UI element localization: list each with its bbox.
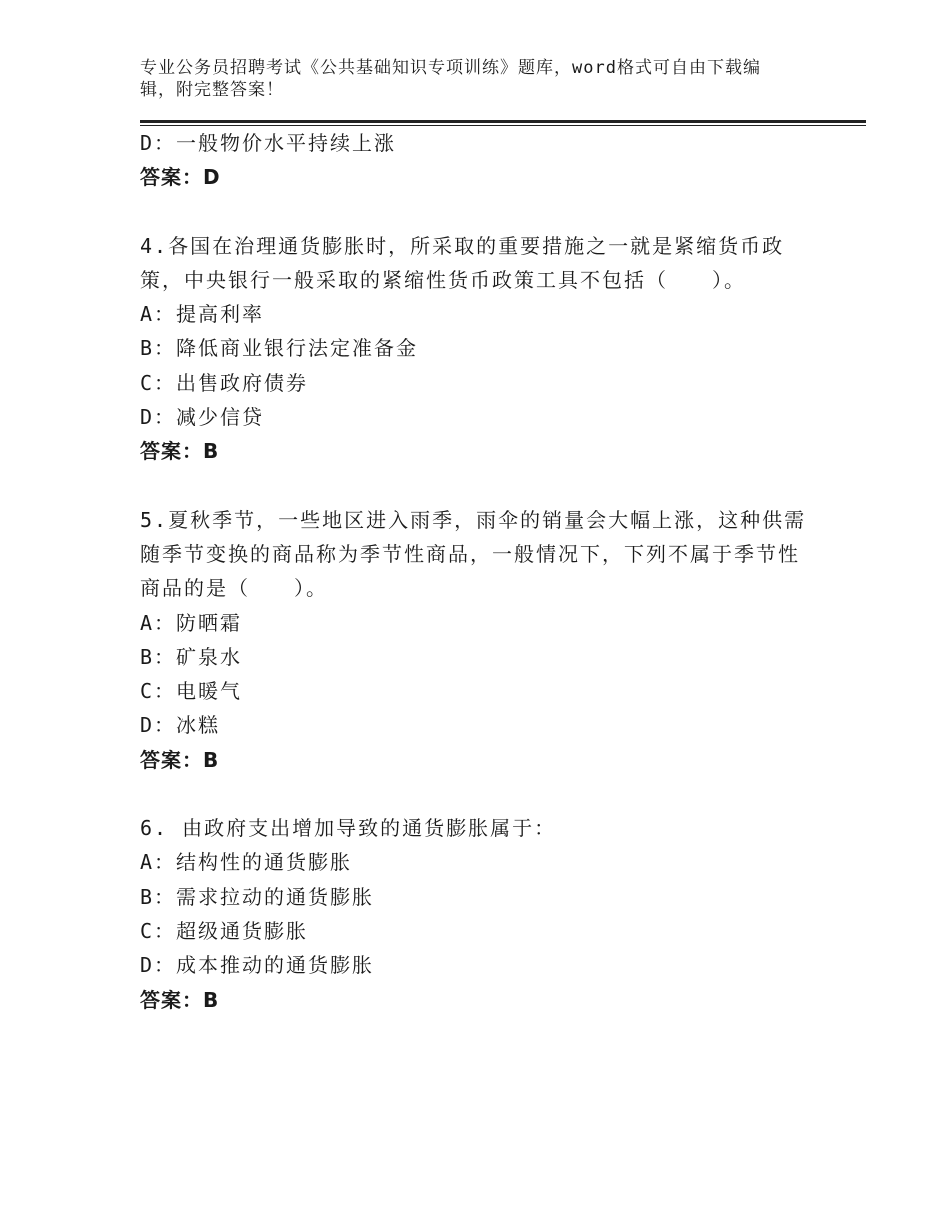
q5-option-d: D：冰糕 <box>140 713 221 738</box>
question-6 <box>140 811 820 1017</box>
q6-option-c: C：超级通货膨胀 <box>140 918 309 943</box>
q6-option-b: B：需求拉动的通货膨胀 <box>140 884 375 909</box>
q6-option-a: A：结构性的通货膨胀 <box>140 850 353 875</box>
q3-answer: 答案：D <box>140 165 221 190</box>
q4-option-a: A：提高利率 <box>140 302 265 327</box>
q4-option-b: B：降低商业银行法定准备金 <box>140 336 419 361</box>
question-4 <box>140 229 820 469</box>
q6-stem-line-1: 6. 由政府支出增加导致的通货膨胀属于： <box>140 816 557 841</box>
q4-stem-line-1: 4.各国在治理通货膨胀时，所采取的重要措施之一就是紧缩货币政 <box>140 233 785 258</box>
header-line-2: 辑，附完整答案！ <box>140 80 284 100</box>
q5-stem-line-1: 5.夏秋季节，一些地区进入雨季，雨伞的销量会大幅上涨，这种供需 <box>140 507 807 532</box>
page-header <box>140 57 800 101</box>
question-content <box>140 126 820 1017</box>
q5-answer: 答案：B <box>140 747 220 772</box>
q5-option-b: B：矿泉水 <box>140 644 243 669</box>
header-divider-thick <box>140 120 866 123</box>
q4-option-d: D：减少信贷 <box>140 405 265 430</box>
q4-stem-line-2: 策，中央银行一般采取的紧缩性货币政策工具不包括（ ）。 <box>140 267 746 292</box>
q5-option-a: A：防晒霜 <box>140 610 243 635</box>
q6-answer: 答案：B <box>140 987 220 1012</box>
q5-stem-line-2: 随季节变换的商品称为季节性商品，一般情况下，下列不属于季节性 <box>140 541 800 566</box>
q5-stem-line-3: 商品的是（ ）。 <box>140 576 328 601</box>
q6-option-d: D：成本推动的通货膨胀 <box>140 953 375 978</box>
q4-answer: 答案：B <box>140 439 220 464</box>
q3-option-d: D：一般物价水平持续上涨 <box>140 131 397 155</box>
header-line-1: 专业公务员招聘考试《公共基础知识专项训练》题库，word格式可自由下载编 <box>140 58 761 78</box>
question-5 <box>140 503 820 777</box>
q5-option-c: C：电暖气 <box>140 679 243 704</box>
q4-option-c: C：出售政府债券 <box>140 370 309 395</box>
